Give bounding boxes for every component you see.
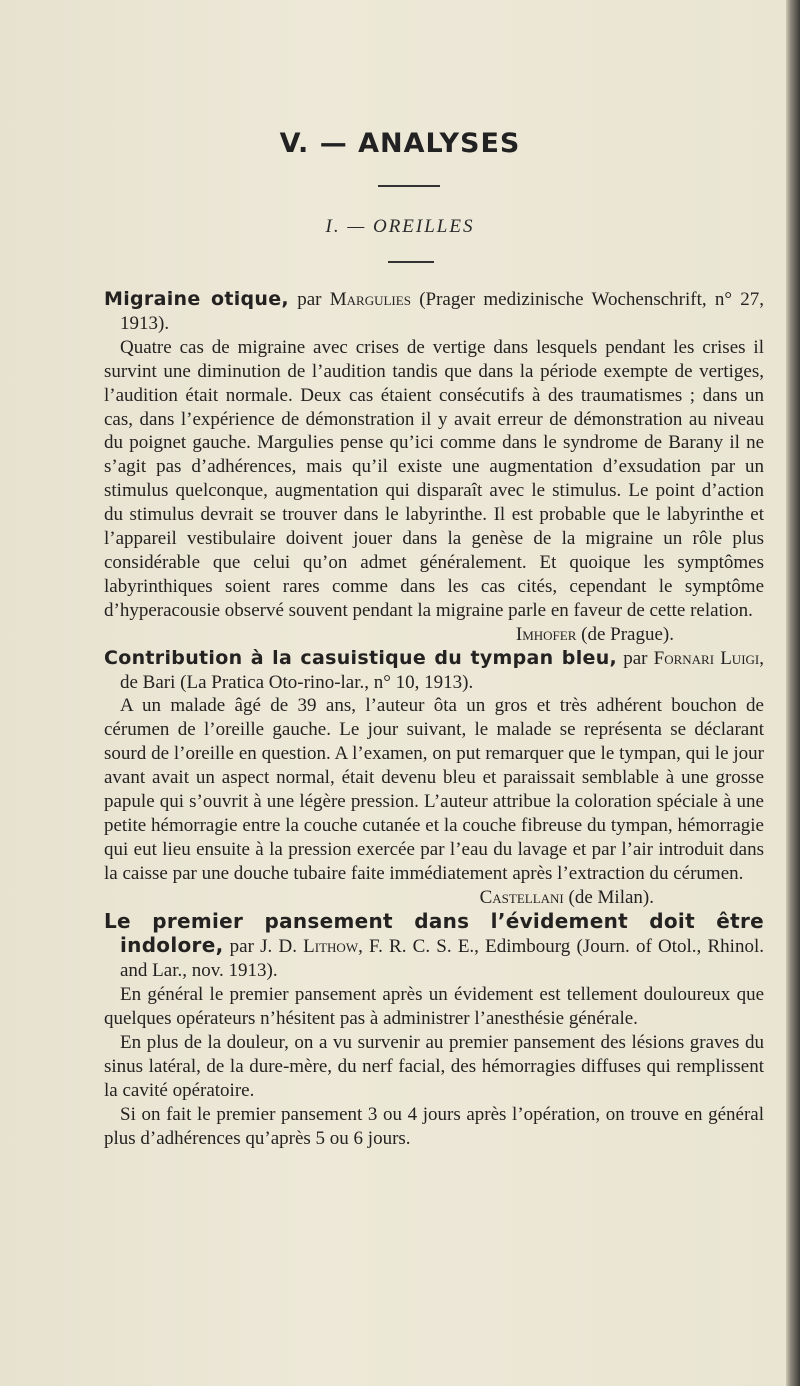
article-paragraph: A un malade âgé de 39 ans, l’auteur ôta un gros et très adhérent bouchon de cérumen de l’oreille gauche. Le jour suivant, le malade se représenta se déclarant sourd de l’oreille en question. A l’examen, on put remarquer que le tympan, qui le jour avant avait un aspect normal, était devenu bleu et paraissait semblable à une grosse papule qui s’ouvrit à une légère pression. L’auteur attribue la coloration spéciale à une petite hémorragie entre la couche cutanée et la couche fibreuse du tympan, hémorragie qui eut lieu ensuite à la pression exercée par l’eau du lavage et par l’air introduit dans la caisse par une douche tubaire faite immédiatement après l’extraction du cérumen. [104,695,764,884]
article-heading [104,647,764,695]
article-source: , F. R. C. S. E., Edimbourg (Journ. of Otol., Rhinol. and Lar., nov. 1913). [120,936,764,982]
article-paragraph: Si on fait le premier pansement 3 ou 4 jours après l’opération, on trouve en général plus d’adhérences qu’après 5 ou 6 jours. [104,1103,764,1149]
article-by: par J. D. [223,936,304,958]
article-title: Contribution à la casuistique du tympan bleu, [104,646,618,669]
article-heading [104,288,764,336]
article-source: , de Bari (La Pratica Oto-rino-lar., n° 10, 1913). [120,647,764,693]
article-author: Lithow [303,936,359,958]
signature-place: (de Prague). [576,623,674,645]
signature-place: (de Milan). [563,886,654,908]
page-edge [786,0,800,1386]
article-paragraph: En plus de la douleur, on a vu survenir au premier pansement des lésions graves du sinus latéral, de la dure-mère, du nerf facial, des hémorragies diffuses qui remplissent la cavité opératoire. [104,1032,764,1101]
article-by: par [288,289,330,310]
article-signature [104,623,764,647]
section-title: V. — ANALYSES [279,128,521,159]
article-title: Migraine otique, [104,288,289,310]
article-list [104,288,764,1151]
signature-name: Castellani [479,886,564,908]
article-signature [104,886,764,910]
article-author: Margulies [329,289,411,310]
subsection-rule [388,261,434,263]
article-title: Le premier pansement dans l’évidement doit être indolore, [104,908,764,958]
article-paragraph: Quatre cas de migraine avec crises de vertige dans lesquels pendant les crises il survint une diminution de l’audition tandis que dans la période exempte de vertiges, l’audition était normale. Deux cas étaient consécutifs à des traumatismes ; dans un cas, dans l’expérience de démonstration il y avait erreur de démonstration au niveau du poignet gauche. Margulies pense qu’ici comme dans le syndrome de Barany il ne s’agit pas d’adhérences, mais qu’il existe une augmentation d’exsudation par un stimulus quelconque, augmentation qui disparaît avec le stimulus. Le point d’action du stimulus devrait se trouver dans le labyrinthe. Il est probable que le labyrinthe et l’appareil vestibulaire doivent jouer dans la genèse de la migraine un rôle plus considérable que celui qu’on admet généralement. Et quoique les symptômes labyrinthiques soient rares comme dans les cas cités, cependant le symptôme d’hyperacousie observé souvent pendant la migraine parle en faveur de cette relation. [104,336,764,621]
article-paragraph: En général le premier pansement après un évidement est tellement douloureux que quelques opérateurs n’hésitent pas à administrer l’anesthésie générale. [104,984,764,1030]
subsection-title: I. — OREILLES [325,216,475,237]
article-author: Fornari Luigi [653,647,760,669]
article-source: (Prager medizinische Wochenschrift, n° 27, 1913). [120,289,764,334]
signature-name: Imhofer [515,623,577,645]
article-by: par [617,647,654,669]
section-rule [378,185,440,187]
article-heading [104,910,764,984]
